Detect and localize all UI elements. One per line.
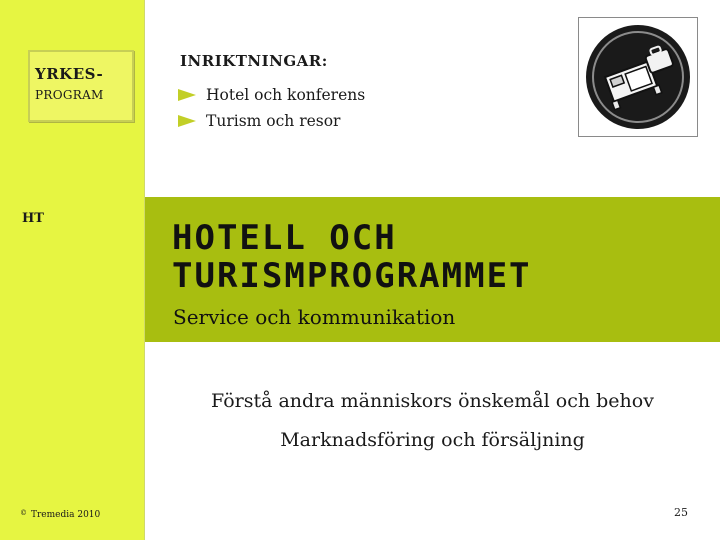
content-line: Marknadsföring och försäljning	[280, 429, 585, 451]
program-subtitle: Service och kommunikation	[173, 305, 456, 329]
program-title-band	[145, 197, 720, 342]
copyright-text: Tremedia 2010	[31, 510, 101, 520]
direction-item	[178, 82, 365, 108]
copyright-symbol: ©	[20, 509, 27, 517]
direction-label: Turism och resor	[206, 112, 341, 130]
program-code: HT	[22, 211, 44, 226]
badge-line-2: PROGRAM	[35, 88, 104, 102]
direction-item	[178, 108, 365, 134]
program-badge	[28, 50, 134, 122]
copyright	[20, 509, 100, 520]
directions-list	[178, 82, 365, 134]
program-title: HOTELL OCH TURISMPROGRAMMET	[172, 218, 532, 296]
sidebar	[0, 0, 145, 540]
hotel-bed-luggage-icon	[578, 17, 698, 137]
directions-heading: INRIKTNINGAR:	[180, 52, 328, 70]
content-line: Förstå andra människors önskemål och behov	[211, 390, 654, 412]
page-number: 25	[674, 506, 688, 519]
badge-line-1: YRKES-	[35, 65, 104, 83]
direction-label: Hotel och konferens	[206, 86, 366, 104]
arrow-bullet-icon	[178, 89, 196, 101]
arrow-bullet-icon	[178, 115, 196, 127]
